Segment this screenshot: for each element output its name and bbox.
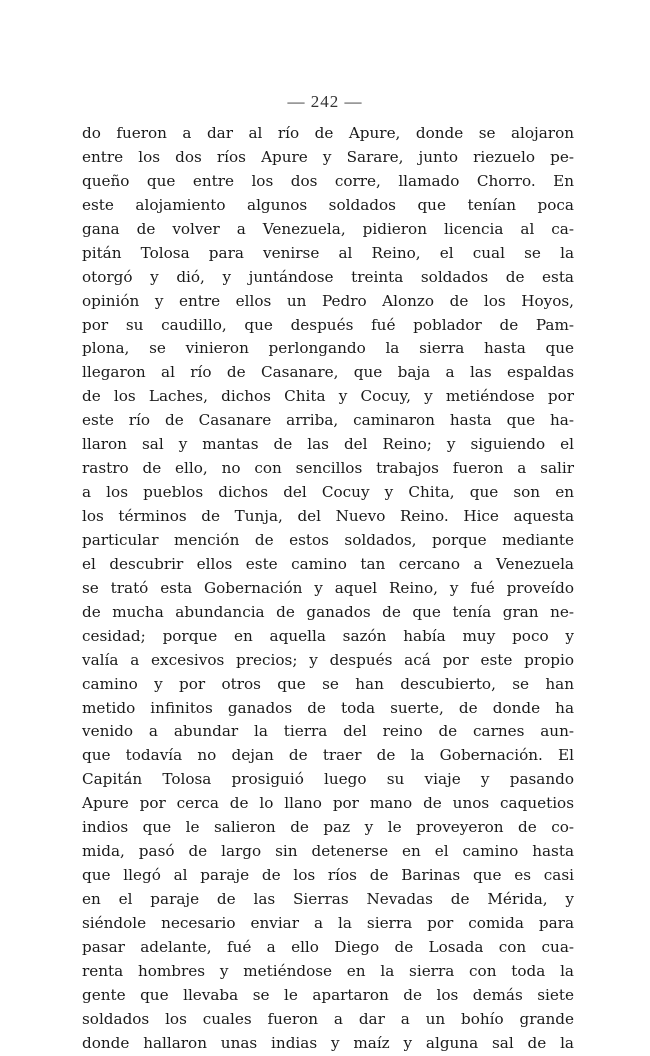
text-line: plona, se vinieron perlongando la sierra hasta que bbox=[82, 339, 574, 358]
page-number: — 242 — bbox=[287, 92, 363, 111]
text-line: gana de volver a Venezuela, pidieron licencia al ca- bbox=[82, 219, 574, 238]
text-line: soldados los cuales fueron a dar a un bohío grande bbox=[82, 1009, 574, 1028]
text-line: de mucha abundancia de ganados de que tenía gran ne- bbox=[82, 602, 574, 621]
text-line: metido infinitos ganados de toda suerte, de donde ha bbox=[82, 698, 574, 717]
text-line: gente que llevaba se le apartaron de los demás siete bbox=[82, 985, 574, 1004]
text-line: mida, pasó de largo sin detenerse en el camino hasta bbox=[82, 842, 574, 861]
text-line: que todavía no dejan de traer de la Gobernación. El bbox=[82, 746, 574, 765]
text-line: valía a excesivos precios; y después acá por este propio bbox=[82, 650, 574, 669]
text-line: indios que le salieron de paz y le proveyeron de co- bbox=[82, 818, 574, 837]
text-line: Capitán Tolosa prosiguió luego su viaje y pasando bbox=[82, 770, 574, 789]
text-line: queño que entre los dos corre, llamado Chorro. En bbox=[82, 171, 574, 190]
text-line: llaron sal y mantas de las del Reino; y siguiendo el bbox=[82, 435, 574, 454]
text-line: a los pueblos dichos del Cocuy y Chita, que son en bbox=[82, 483, 574, 502]
text-line: el descubrir ellos este camino tan cercano a Venezuela bbox=[82, 554, 574, 573]
text-line: los términos de Tunja, del Nuevo Reino. Hice aquesta bbox=[82, 507, 574, 525]
text-line: llegaron al río de Casanare, que baja a las espaldas bbox=[82, 363, 574, 382]
text-line: camino y por otros que se han descubierto, se han bbox=[82, 674, 574, 693]
body-text bbox=[82, 122, 574, 1056]
text-line: se trató esta Gobernación y aquel Reino, y fué proveído bbox=[82, 578, 574, 597]
text-line: venido a abundar la tierra del reino de carnes aun- bbox=[82, 722, 574, 741]
text-line: do fueron a dar al río de Apure, donde se alojaron bbox=[82, 124, 574, 142]
text-line: que llegó al paraje de los ríos de Barinas que es casi bbox=[82, 866, 574, 885]
text-line: este río de Casanare arriba, caminaron hasta que ha- bbox=[82, 411, 574, 430]
text-line: particular mención de estos soldados, porque mediante bbox=[82, 530, 574, 549]
text-line: siéndole necesario enviar a la sierra por comida para bbox=[82, 913, 574, 932]
text-line: en el paraje de las Sierras Nevadas de Mérida, y bbox=[82, 890, 574, 908]
text-line: otorgó y dió, y juntándose treinta soldados de esta bbox=[82, 267, 574, 286]
text-line: rastro de ello, no con sencillos trabajos fueron a salir bbox=[82, 459, 574, 478]
text-line: donde hallaron unas indias y maíz y alguna sal de la bbox=[82, 1033, 574, 1052]
text-line: de los Laches, dichos Chita y Cocuy, y metiéndose por bbox=[82, 387, 574, 406]
text-line: pitán Tolosa para venirse al Reino, el cual se la bbox=[82, 243, 574, 262]
text-line: pasar adelante, fué a ello Diego de Losada con cua- bbox=[82, 937, 574, 956]
text-line: Apure por cerca de lo llano por mano de unos caquetios bbox=[82, 794, 574, 813]
text-line: renta hombres y metiéndose en la sierra con toda la bbox=[82, 961, 574, 980]
text-line: entre los dos ríos Apure y Sarare, junto riezuelo pe- bbox=[82, 147, 574, 166]
text-line: cesidad; porque en aquella sazón había muy poco y bbox=[82, 626, 574, 645]
text-line: por su caudillo, que después fué poblador de Pam- bbox=[82, 315, 574, 334]
text-line: opinión y entre ellos un Pedro Alonzo de los Hoyos, bbox=[82, 291, 574, 310]
text-line: este alojamiento algunos soldados que tenían poca bbox=[82, 195, 574, 214]
